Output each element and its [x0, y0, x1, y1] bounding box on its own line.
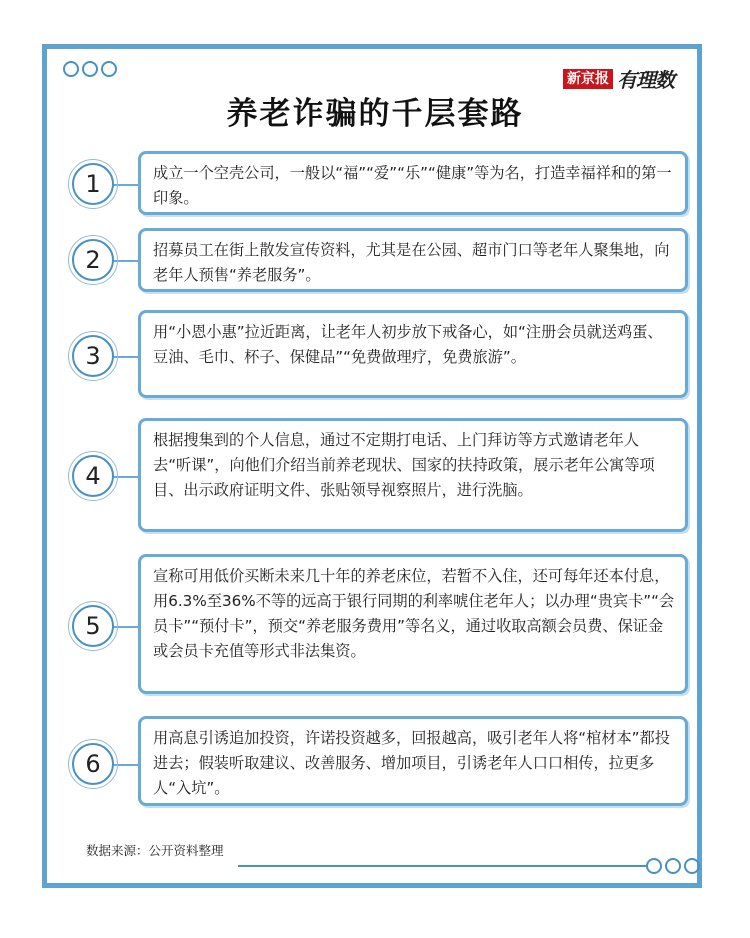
step-number-3: 3	[72, 335, 114, 377]
step-box-4: 根据搜集到的个人信息，通过不定期打电话、上门拜访等方式邀请老年人去“听课”，向他们介绍当前养老现状、国家的扶持政策，展示老年公寓等项目、出示政府证明文件、张贴领导视察照片，进行洗脑。	[138, 418, 688, 532]
step-box-2: 招募员工在街上散发宣传资料，尤其是在公园、超市门口等老年人聚集地，向老年人预售“养老服务”。	[138, 228, 688, 292]
step-box-5: 宣称可用低价买断未来几十年的养老床位，若暂不入住，还可每年还本付息，用6.3%至36%不等的远高于银行同期的利率唬住老年人；以办理“贵宾卡”“会员卡”“预付卡”，预交“养老服务费用”等名义，通过收取高额会员费、保证金或会员卡充值等形式非法集资。	[138, 554, 688, 694]
step-number-2: 2	[72, 239, 114, 281]
step-number-6: 6	[72, 743, 114, 785]
circle-icon	[82, 61, 98, 77]
step-box-1: 成立一个空壳公司，一般以“福”“爱”“乐”“健康”等为名，打造幸福祥和的第一印象。	[138, 151, 688, 215]
step-box-3: 用“小恩小惠”拉近距离，让老年人初步放下戒备心，如“注册会员就送鸡蛋、豆油、毛巾、杯子、保健品”“免费做理疗，免费旅游”。	[138, 310, 688, 398]
footer-divider	[238, 865, 648, 867]
circle-icon	[101, 61, 117, 77]
step-box-6: 用高息引诱追加投资，许诺投资越多，回报越高，吸引老年人将“棺材本”都投进去；假装听取建议、改善服务、增加项目，引诱老年人口口相传，拉更多人“入坑”。	[138, 716, 688, 806]
step-number-1: 1	[72, 163, 114, 205]
data-source-note: 数据来源：公开资料整理	[86, 843, 224, 858]
step-number-5: 5	[72, 605, 114, 647]
brand-main: 新京报	[563, 69, 613, 89]
step-number-4: 4	[72, 455, 114, 497]
brand-sub: 有理数	[617, 68, 674, 92]
circle-icon	[665, 858, 681, 874]
circle-icon	[684, 858, 700, 874]
circle-icon	[646, 858, 662, 874]
circle-icon	[63, 61, 79, 77]
decorative-circles-bottom	[646, 858, 700, 874]
page-title: 养老诈骗的千层套路	[226, 96, 524, 132]
decorative-circles-top	[63, 61, 117, 77]
